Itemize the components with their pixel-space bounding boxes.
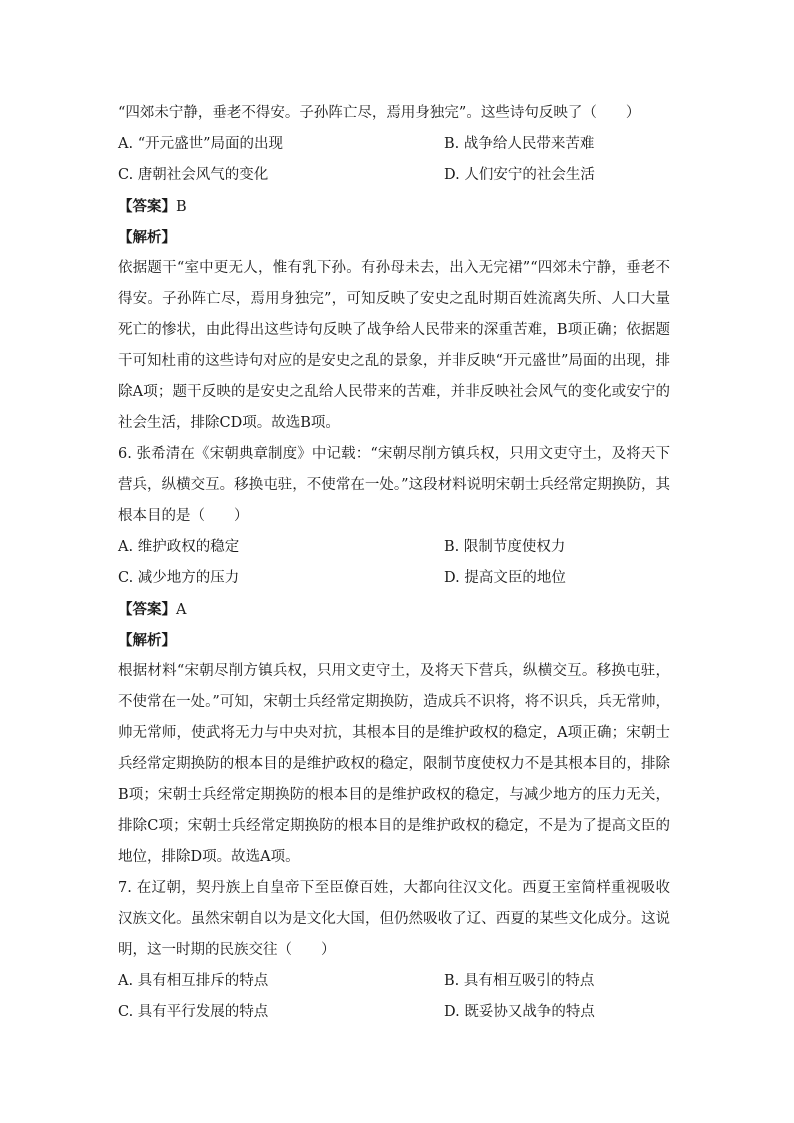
q5-options-row-1: [118, 129, 678, 160]
q7-options-row-1: [118, 966, 678, 997]
q6-option-d: D. 提高文臣的地位: [444, 570, 566, 586]
q5-option-c: C. 唐朝社会风气的变化: [118, 167, 269, 183]
q5-analysis-label: 【解析】: [118, 229, 176, 246]
q5-answer: [118, 191, 678, 222]
q6-answer-value: A: [176, 602, 187, 618]
q6-analysis: 根据材料“宋朝尽削方镇兵权，只用文吏守土，及将天下营兵，纵横交互。移换屯驻，不使常在一处。”可知，宋朝士兵经常定期换防，造成兵不识将，将不识兵，兵无常帅，帅无常师，使武将无力与中央对抗，其根本目的是维护政权的稳定，A项正确；宋朝士兵经常定期换防的根本目的是维护政权的稳定，限制节度使权力不是其根本目的，排除B项；宋朝士兵经常定期换防的根本目的是维护政权的稳定，与减少地方的压力无关，排除C项；宋朝士兵经常定期换防的根本目的是维护政权的稳定，不是为了提高文臣的地位，排除D项。故选A项。: [118, 663, 670, 865]
q6-stem: 6. 张希清在《宋朝典章制度》中记载：“宋朝尽削方镇兵权，只用文吏守土，及将天下营兵，纵横交互。移换屯驻，不使常在一处。”这段材料说明宋朝士兵经常定期换防，其根本目的是（ ）: [118, 446, 670, 524]
q6-option-a: A. 维护政权的稳定: [118, 539, 240, 555]
q5-option-a: A. “开元盛世”局面的出现: [118, 136, 284, 152]
q7-option-d: D. 既妥协又战争的特点: [444, 1004, 595, 1020]
q7-option-b: B. 具有相互吸引的特点: [444, 973, 595, 989]
q6-answer: [118, 594, 678, 625]
q5-option-b: B. 战争给人民带来苦难: [444, 136, 595, 152]
q5-stem-tail: “四郊未宁静，垂老不得安。子孙阵亡尽，焉用身独完”。这些诗句反映了（ ）: [118, 105, 641, 121]
q5-answer-label: 【答案】: [118, 198, 176, 215]
q6-option-c: C. 减少地方的压力: [118, 570, 240, 586]
q7-option-a: A. 具有相互排斥的特点: [118, 973, 269, 989]
q7-option-c: C. 具有平行发展的特点: [118, 1004, 269, 1020]
q5-answer-value: B: [176, 199, 187, 215]
page-content: [118, 98, 678, 1028]
q6-answer-label: 【答案】: [118, 601, 176, 618]
q5-option-d: D. 人们安宁的社会生活: [444, 167, 595, 183]
q5-options-row-2: [118, 160, 678, 191]
q7-options-row-2: [118, 997, 678, 1028]
q6-analysis-label: 【解析】: [118, 632, 176, 649]
q6-option-b: B. 限制节度使权力: [444, 539, 566, 555]
q6-options-row-1: [118, 532, 678, 563]
q6-options-row-2: [118, 563, 678, 594]
q7-stem: 7. 在辽朝，契丹族上自皇帝下至臣僚百姓，大都向往汉文化。西夏王室简样重视吸收汉族文化。虽然宋朝自以为是文化大国，但仍然吸收了辽、西夏的某些文化成分。这说明，这一时期的民族交往（ ）: [118, 880, 670, 958]
q5-analysis: 依据题干“室中更无人，惟有乳下孙。有孙母未去，出入无完裙”“四郊未宁静，垂老不得安。子孙阵亡尽，焉用身独完”，可知反映了安史之乱时期百姓流离失所、人口大量死亡的惨状，由此得出这些诗句反映了战争给人民带来的深重苦难，B项正确；依据题干可知杜甫的这些诗句对应的是安史之乱的景象，并非反映“开元盛世”局面的出现，排除A项；题干反映的是安史之乱给人民带来的苦难，并非反映社会风气的变化或安宁的社会生活，排除CD项。故选B项。: [118, 260, 670, 431]
